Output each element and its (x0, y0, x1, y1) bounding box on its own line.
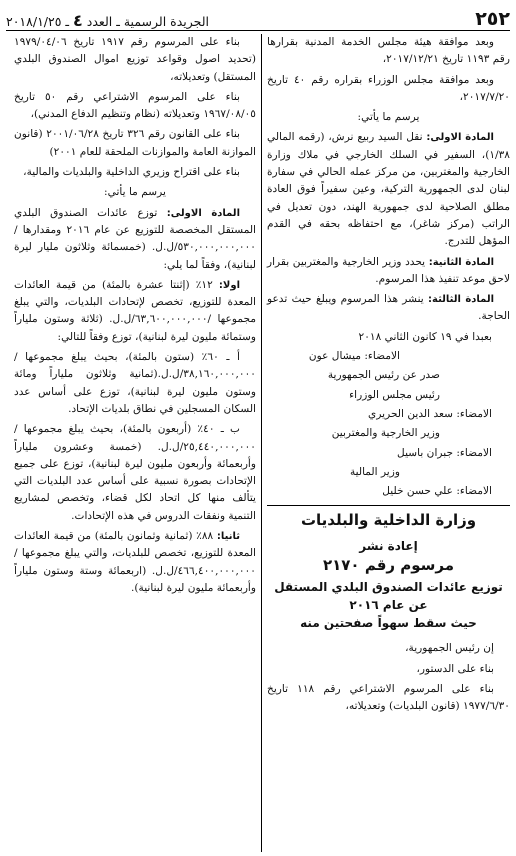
article-1 (267, 129, 510, 250)
signature-title: وزير الخارجية والمغتربين (331, 427, 440, 440)
columns (6, 34, 510, 852)
article-2 (267, 254, 510, 289)
item-text: ٨٨٪ (ثمانية وثمانون بالمئة) من قيمة العائدات المعدة للتوزيع، تخصص للبلديات، والتي يبلغ مجموعها /٤٦٦,٤٠٠,٠٠٠,٠٠٠/ل.ل. (اربعمائة وستة وستون ملياراً وأربعمائة مليون ليرة لبنانية). (14, 530, 256, 594)
section-divider (267, 505, 510, 506)
article-label: المادة الاولى: (166, 207, 240, 219)
paragraph: بناء على المرسوم الاشتراعي رقم ٥٠ تاريخ ١٩٦٧/٠٨/٠٥ وتعديلاته (نظام وتنظيم الدفاع المدني)، (14, 90, 256, 121)
paragraph: بناء على المرسوم رقم ١٩١٧ تاريخ ١٩٧٩/٠٤/٠٦ (تحديد اصول وقواعد توزيع اموال الصندوق البلدي المستقل) وتعديلاته، (14, 36, 256, 83)
item-label: اولا: (218, 279, 240, 291)
signature-title: صدر عن رئيس الجمهورية (327, 369, 440, 382)
article-text: ينشر هذا المرسوم ويبلغ حيث تدعو الحاجة. (267, 293, 510, 323)
article-text: يحدد وزير الخارجية والمغتربين بقرار لاحق موعد تنفيذ هذا المرسوم. (267, 255, 510, 285)
date-line: بعبدا في ١٩ كانون الثاني ٢٠١٨ (358, 330, 492, 343)
page-number: ٢٥٢ (475, 8, 510, 30)
article-1 (14, 205, 256, 274)
decrees-heading: يرسم ما يأتي: (104, 186, 166, 199)
decrees-heading: يرسم ما يأتي: (357, 111, 420, 124)
decree-subject: توزيع عائدات الصندوق البلدي المستقل عن عام ٢٠١٦ (274, 580, 503, 613)
paragraph: إن رئيس الجمهورية، (405, 642, 494, 655)
sub-item-b: ب ـ ٤٠٪ (أربعون بالمئة)، بحيث يبلغ مجموعها /٢٥,٤٤٠,٠٠٠,٠٠٠/ل.ل. (خمسة وعشرون ملياراً وأربعمائة وأربعون مليون ليرة لبنانية)، توزع على جميع الإتحادات بصورة نسبية على أساس عدد البلديات التي يتألف منها كل اتحاد لكل قضاء، وتخصص لمشاريع التنمية ونفقات الدروس في هذه الإتحادات. (14, 423, 256, 522)
paragraph: وبعد موافقة مجلس الوزراء بقراره رقم ٤٠ تاريخ ٢٠١٧/٧/٢٠، (267, 73, 510, 103)
issue-number: ٤ (73, 11, 83, 30)
paragraph: بناء على المرسوم الاشتراعي رقم ١١٨ تاريخ ١٩٧٧/٦/٣٠ (قانون البلديات) وتعديلاته، (267, 682, 510, 713)
signature: الامضاء: سعد الدين الحريري (368, 407, 492, 420)
left-column (14, 34, 262, 852)
right-column (262, 34, 510, 852)
gazette-date: ـ ٢٠١٨/١/٢٥ (6, 14, 70, 29)
article-label: المادة الثالثة: (428, 294, 495, 306)
signature: الامضاء: علي حسن خليل (382, 485, 492, 498)
item-text: ١٢٪ (إثنتا عشرة بالمئة) من قيمة العائدات المعدة للتوزيع، تخصص لإتحادات البلديات، والتي يبلغ مجموعها /٦٣,٦٠٠,٠٠٠,٠٠٠/ل.ل. (ثلاثة وستون ملياراً وستمائة مليون ليرة لبنانية)، توزع وفقاً للتالي: (14, 278, 256, 343)
item-second (14, 528, 256, 597)
signature: الامضاء: جبران باسيل (397, 446, 492, 459)
paragraph: بناء على القانون رقم ٣٢٦ تاريخ ٢٠٠١/٠٦/٢٨ (قانون الموازنة العامة والموازنات الملحقة للعام ٢٠٠١) (14, 128, 256, 158)
signature-title: رئيس مجلس الوزراء (349, 388, 440, 401)
article-label: المادة الاولى: (426, 132, 494, 144)
article-text: نقل السيد ربيع نرش، (رقمه المالي ١/٣٨)، السفير في السلك الخارجي في ملاك وزارة الخارجية والمغتربين، من مركز عمله الحالي في سفارة لبنان لدى الجمهورية التركية، وعين سفيراً فوق العادة مطلق الصلاحية لدى جمهورية الهند، دون تعديل في الراتب (مركز شاغر)، مع احتفاظه بحقه في القدم المؤهل للتدرج. (267, 131, 510, 248)
paragraph: وبعد موافقة هيئة مجلس الخدمة المدنية بقرارها رقم ١١٩٣ تاريخ ٢٠١٧/١٢/٢١، (267, 36, 510, 66)
item-label: ثانيا: (216, 531, 240, 543)
paragraph: بناء على اقتراح وزيري الداخلية والبلديات والمالية، (23, 166, 240, 179)
article-label: المادة الثانية: (428, 256, 494, 268)
signature: الامضاء: ميشال عون (308, 350, 400, 363)
gazette-title (6, 11, 209, 30)
republish-label: إعادة نشر (359, 538, 418, 553)
article-3 (267, 291, 510, 326)
sub-item-a: أ ـ ٦٠٪ (ستون بالمئة)، بحيث يبلغ مجموعها /٣٨,١٦٠,٠٠٠,٠٠٠/ل.ل.(ثمانية وثلاثون ملياراً ومائة وستون مليون ليرة لبنانية)، توزع على أساس عدد السكان المسجلين في نطاق بلديات الإتحاد. (14, 351, 256, 415)
gazette-name: الجريدة الرسمية ـ العدد (86, 14, 210, 29)
item-first (14, 277, 256, 346)
signature-title: وزير المالية (349, 465, 400, 478)
ministry-heading: وزارة الداخلية والبلديات (300, 511, 477, 530)
page-header (6, 4, 510, 31)
decree-number: مرسوم رقم ٢١٧٠ (322, 556, 455, 575)
article-text: توزع عائدات الصندوق البلدي المستقل المخصصة للتوزيع عن عام ٢٠١٦ ومقدارها /٥٣٠,٠٠٠,٠٠٠,٠٠٠/ل.ل. (خمسمائة وثلاثون مليار ليرة لبنانية)، وفقاً لما يلي: (14, 206, 257, 271)
decree-note: حيث سقط سهواً صفحتين منه (300, 616, 477, 631)
paragraph: بناء على الدستور، (416, 662, 494, 675)
